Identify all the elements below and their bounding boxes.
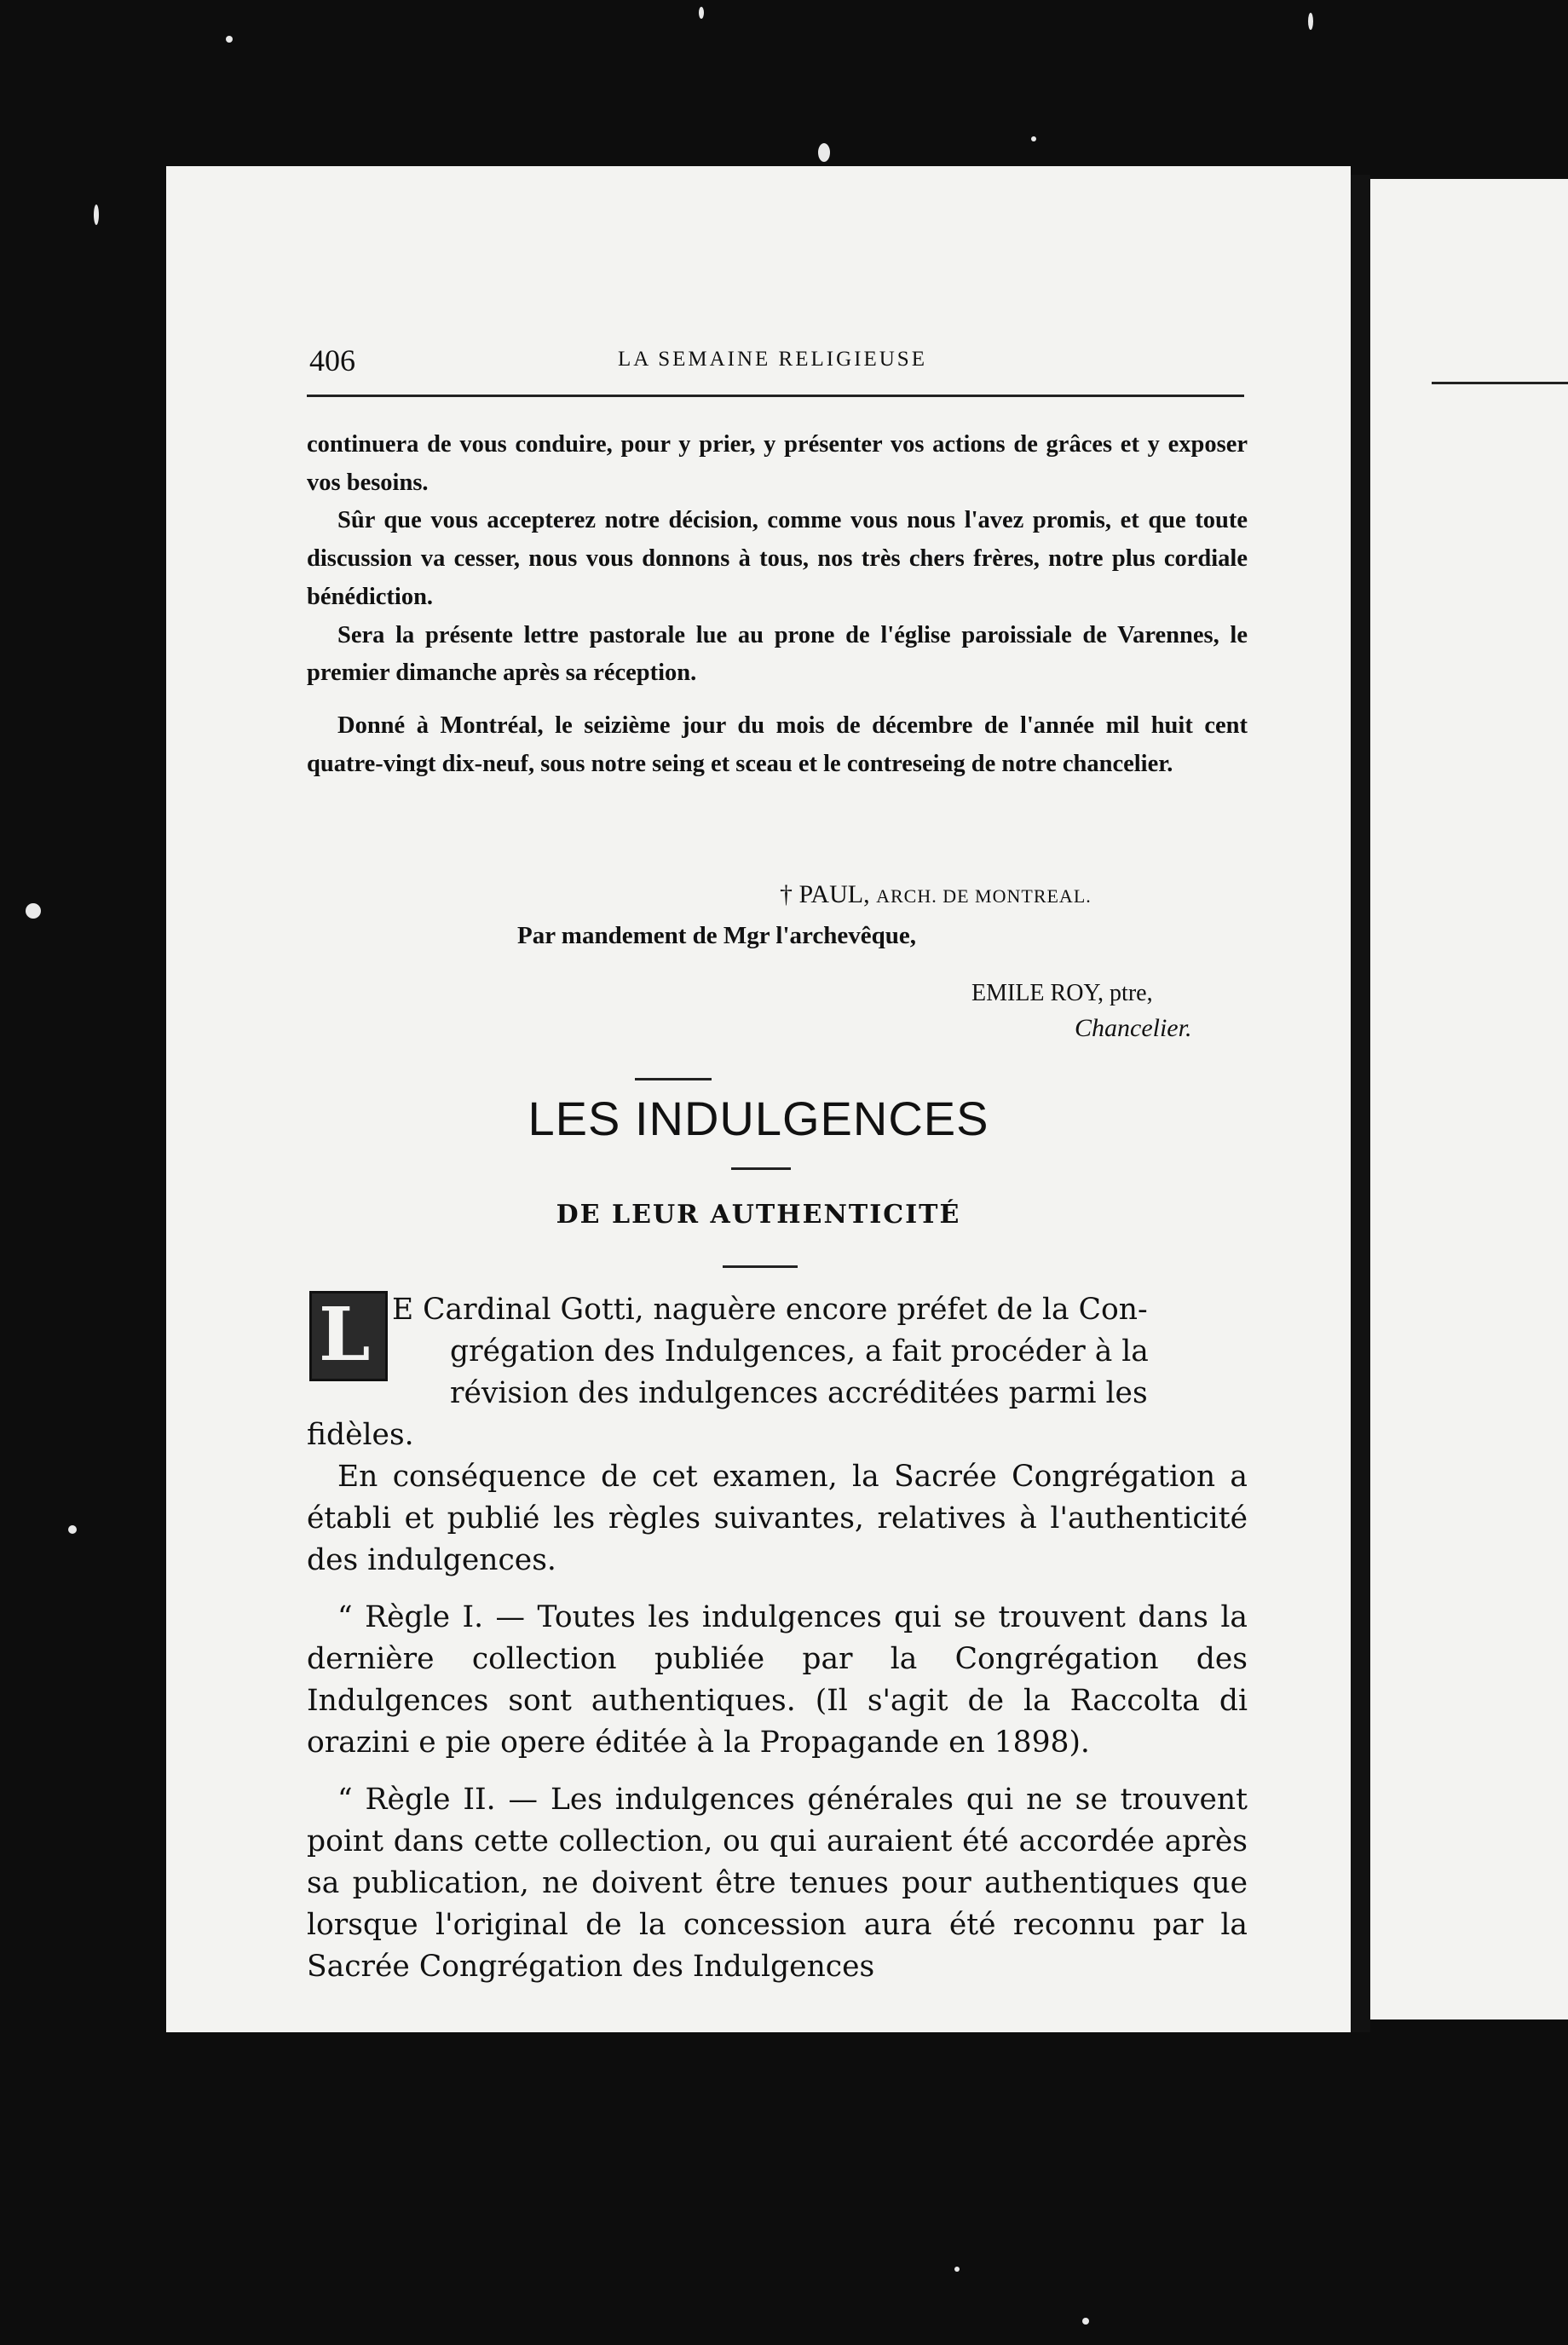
countersign-name: EMILE ROY, ptre, (971, 980, 1153, 1006)
film-speck (954, 2267, 960, 2272)
header-rule (307, 395, 1244, 397)
film-speck (1308, 13, 1313, 30)
film-speck (226, 36, 233, 43)
film-speck (699, 7, 704, 19)
signature (780, 880, 1092, 909)
article-line: révision des indulgences accréditées parmi les (450, 1376, 1148, 1410)
article-line: grégation des Indulgences, a fait procéder à la (450, 1334, 1149, 1368)
right-page (1370, 179, 1568, 2019)
article-paragraph: “ Règle II. — Les indulgences générales qui ne se trouvent point dans cette collection, ou qui auraient été accordée après sa publication, ne doivent être tenues pour authentiques que lorsque l'original de la concession aura été reconnu par la Sacrée Congrégation des Indulgences (307, 1783, 1248, 1984)
film-speck (1082, 2318, 1089, 2325)
book-gutter (1351, 175, 1370, 2032)
drop-cap-letter: L (319, 1292, 371, 1378)
subtitle-divider (723, 1265, 798, 1268)
right-page-header-rule (1432, 382, 1568, 384)
letter-body (307, 426, 1248, 783)
signature-title: ARCH. DE MONTREAL. (876, 885, 1092, 907)
section-divider (635, 1078, 712, 1080)
letter-paragraph: Donné à Montréal, le seizième jour du mois de décembre de l'année mil huit cent quatre-vingt dix-neuf, sous notre seing et sceau et le contreseing de notre chancelier. (307, 712, 1248, 777)
letter-paragraph: continuera de vous conduire, pour y prier, y présenter vos actions de grâces et y exposer vos besoins. (307, 431, 1248, 496)
film-speck (1031, 136, 1036, 141)
article-line: fidèles. (307, 1418, 414, 1452)
letter-paragraph: Sûr que vous accepterez notre décision, comme vous nous l'avez promis, et que toute discussion va cesser, nous vous donnons à tous, nos très chers frères, notre plus cordiale bénédiction. (307, 507, 1248, 610)
film-speck (26, 903, 41, 919)
running-head-title: LA SEMAINE RELIGIEUSE (618, 348, 927, 371)
countersign-title: Chancelier. (1075, 1014, 1192, 1042)
film-speck (68, 1525, 77, 1534)
mandate-line: Par mandement de Mgr l'archevêque, (517, 922, 916, 949)
signature-name: † PAUL, (780, 880, 870, 908)
page-number: 406 (309, 343, 355, 377)
article-subtitle: DE LEUR AUTHENTICITÉ (556, 1200, 961, 1230)
article-paragraph: “ Règle I. — Toutes les indulgences qui se trouvent dans la dernière collection publiée par la Congrégation des Indulgences sont authentiques. (Il s'agit de la Raccolta di orazini e pie opere éditée à la Propagande en 1898). (307, 1600, 1248, 1760)
article-line: E Cardinal Gotti, naguère encore préfet de la Con- (392, 1293, 1148, 1327)
article-paragraph: En conséquence de cet examen, la Sacrée Congrégation a établi et publié les règles suivantes, relatives à l'authenticité des indulgences. (307, 1460, 1248, 1577)
article-body (307, 1289, 1248, 1988)
film-speck (818, 143, 830, 162)
left-page (166, 166, 1351, 2032)
film-speck (94, 205, 99, 225)
article-title: LES INDULGENCES (527, 1092, 989, 1145)
title-divider (731, 1167, 791, 1170)
letter-paragraph: Sera la présente lettre pastorale lue au prone de l'église paroissiale de Varennes, le premier dimanche après sa réception. (307, 621, 1248, 687)
running-header (166, 343, 1351, 377)
